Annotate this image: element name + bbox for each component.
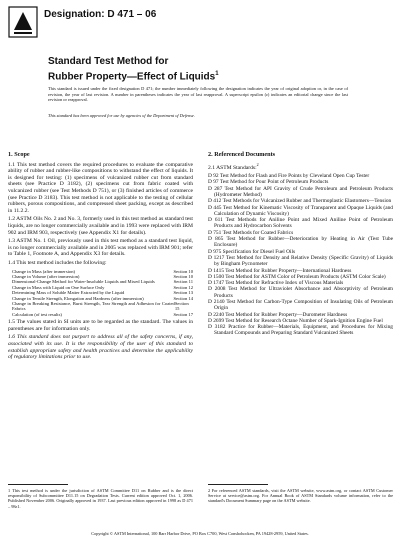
reference-item[interactable]: D 865 Test Method for Rubber—Deterioration by Heating in Air (Test Tube Enclosure) — [208, 236, 393, 249]
section-list-item — [8, 312, 193, 317]
title-line-1: Standard Test Method for — [48, 56, 169, 67]
section-list-label: Calculation (of test results) — [12, 311, 62, 317]
reference-item[interactable]: D 92 Test Method for Flash and Fire Points by Cleveland Open Cup Tester — [208, 173, 370, 180]
reference-item[interactable]: D 1747 Test Method for Refractive Index of Viscous Materials — [208, 280, 344, 287]
scope-1-5: 1.5 The values stated in SI units are to be regarded as the standard. The values in parentheses are for information only. — [8, 319, 193, 332]
document-title — [48, 56, 368, 83]
section-list-label: Dimensional-Change Method for Water-Insoluble Liquids and Mixed Liquids — [12, 279, 155, 285]
right-column — [208, 152, 393, 337]
footnote-2: 2 For referenced ASTM standards, visit the ASTM website, www.astm.org, or contact ASTM Customer Service at service@astm.org. For Annual Book of ASTM Standards volume information, refer to the standard's Document Summary page on the ASTM website. — [208, 488, 393, 504]
reference-item[interactable]: D 975 Specification for Diesel Fuel Oils — [208, 248, 296, 255]
scope-1-3: 1.3 ASTM No. 1 Oil, previously used in this test method as a standard test liquid, is no longer commercially available and in 2005 was replaced with IRM 901; refer to Table 1, Footnote A, and Appendix X3 for details. — [8, 238, 194, 258]
scope-1-4: 1.4 This test method includes the following: — [8, 259, 107, 266]
reference-item[interactable]: D 2008 Test Method for Ultraviolet Absorbance and Absorptivity of Petroleum Products — [208, 286, 393, 299]
section-list-label: Change in Tensile Strength, Elongation and Hardness (after immersion) — [12, 295, 144, 301]
issuance-notice: This standard is issued under the fixed designation D 471; the number immediately following the designation indicates the year of original adoption or, in the case of revision, the year of last revision. A number in parentheses indicates the year of last reapproval. A superscript epsilon (ε) indicates an editorial change since the last revision or reapproval. — [48, 86, 348, 103]
footnote-1: 1 This test method is under the jurisdiction of ASTM Committee D11 on Rubber and is the direct responsibility of Subcommittee D11.15 on Degradation Tests. Current edition approved Oct. 1, 2006. Published November 2006. Originally approved in 1937. Last previous edition approved in 1998 as D 471 – 98ε1. — [8, 488, 193, 509]
reference-item[interactable]: D 1500 Test Method for ASTM Color of Petroleum Products (ASTM Color Scale) — [208, 273, 386, 280]
reference-item[interactable]: D 611 Test Methods for Aniline Point and Mixed Aniline Point of Petroleum Products and Hydrocarbon Solvents — [208, 217, 393, 230]
reference-item[interactable]: D 412 Test Methods for Vulcanized Rubber and Thermoplastic Elastomers—Tension — [208, 198, 392, 205]
section-list-number: Section 17 — [173, 311, 193, 317]
section-list-number: Section 12 — [173, 284, 193, 290]
footnote-rule-right — [208, 484, 268, 485]
copyright-line: Copyright © ASTM International, 100 Barr Harbor Drive, PO Box C700, West Conshohocken, PA 19428-2959, United States. — [91, 531, 309, 536]
left-column — [8, 152, 193, 363]
reference-item[interactable]: D 287 Test Method for API Gravity of Crude Petroleum and Petroleum Products (Hydrometer Method) — [208, 185, 393, 198]
scope-heading: 1. Scope — [8, 151, 30, 158]
scope-1-1: 1.1 This test method covers the required procedures to evaluate the comparative ability of rubber and rubber-like compositions to withstand the effect of liquids. It is designed for testing: (1) specimens of vulcanized rubber cut from standard sheets (see Practice D 3182), (2) specimens cut from fabric coated with vulcanized rubber (see Test Methods D 751), or (3) finished articles of commerce (see Practice D 3183). This test method is not applicable to the testing of cellular rubbers, porous compositions, and compressed sheet packing, except as described in 11.2.2. — [8, 161, 193, 214]
scope-1-6: 1.6 This standard does not purport to address all of the safety concerns, if any, associated with its use. It is the responsibility of the user of this standard to establish appropriate safety and health practices and determine the applicability of regulatory limitations prior to use. — [8, 334, 193, 361]
reference-item[interactable]: D 3182 Practice for Rubber—Materials, Equipment, and Procedures for Mixing Standard Compounds and Preparing Standard Vulcanized Sheets — [208, 324, 393, 337]
reference-item[interactable]: D 2140 Test Method for Carbon-Type Composition of Insulating Oils of Petroleum Origin — [208, 298, 393, 312]
title-line-2: Rubber Property—Effect of Liquids$^1$ — [48, 71, 219, 83]
section-list-number: Section 11 — [173, 279, 193, 285]
section-list-label: Change in Breaking Resistance, Burst Strength, Tear Strength and Adhesion for Coated Fabrics — [12, 300, 175, 312]
section-list-number: Section 10 — [173, 268, 193, 274]
reference-list — [208, 173, 393, 337]
astm-standards-subheading: 2.1 ASTM Standards:$^2$ — [208, 161, 259, 171]
reference-item[interactable]: D 445 Test Method for Kinematic Viscosity of Transparent and Opaque Liquids (and Calculation of Dynamic Viscosity) — [208, 204, 393, 217]
section-list-label: Determining Mass of Soluble Matter Extracted by the Liquid — [12, 290, 125, 296]
references-heading: 2. Referenced Documents — [208, 151, 276, 158]
reference-item[interactable]: D 2240 Test Method for Rubber Property—Durometer Hardness — [208, 311, 348, 318]
reference-item[interactable]: D 1217 Test Method for Density and Relative Density (Specific Gravity) of Liquids by Bingham Pycnometer — [208, 254, 393, 268]
section-list-item — [8, 301, 193, 312]
reference-item[interactable]: D 2699 Test Method for Research Octane Number of Spark-Ignition Engine Fuel — [208, 317, 383, 324]
astm-logo — [8, 6, 38, 40]
footnote-rule-left — [8, 484, 68, 485]
scope-1-2: 1.2 ASTM Oils No. 2 and No. 3, formerly used in this test method as standard test liquids, are no longer commercially available and in 1993 were replaced with IRM 902 and IRM 903, respectively (see Appendix X1 for details). — [8, 216, 193, 236]
section-list-label: Change in Mass (after immersion) — [12, 268, 76, 274]
reference-item[interactable]: D 1415 Test Method for Rubber Property—International Hardness — [208, 267, 352, 274]
section-list-number: Section 14 — [173, 295, 193, 301]
reference-item[interactable]: D 97 Test Method for Pour Point of Petroleum Products — [208, 179, 329, 186]
section-list-label: Change in Mass with Liquid on One Surface Only — [12, 284, 105, 290]
designation: Designation: D 471 – 06 — [44, 9, 157, 20]
section-list — [8, 269, 193, 318]
section-list-label: Change in Volume (after immersion) — [12, 273, 80, 279]
section-list-number: Section 10 — [173, 273, 193, 279]
section-list-number: Section 13 — [173, 290, 193, 296]
section-list-number: Section 15 — [174, 300, 189, 312]
reference-item[interactable]: D 751 Test Methods for Coated Fabrics — [208, 229, 294, 236]
approval-note: This standard has been approved for use by agencies of the Department of Defense. — [48, 113, 195, 118]
